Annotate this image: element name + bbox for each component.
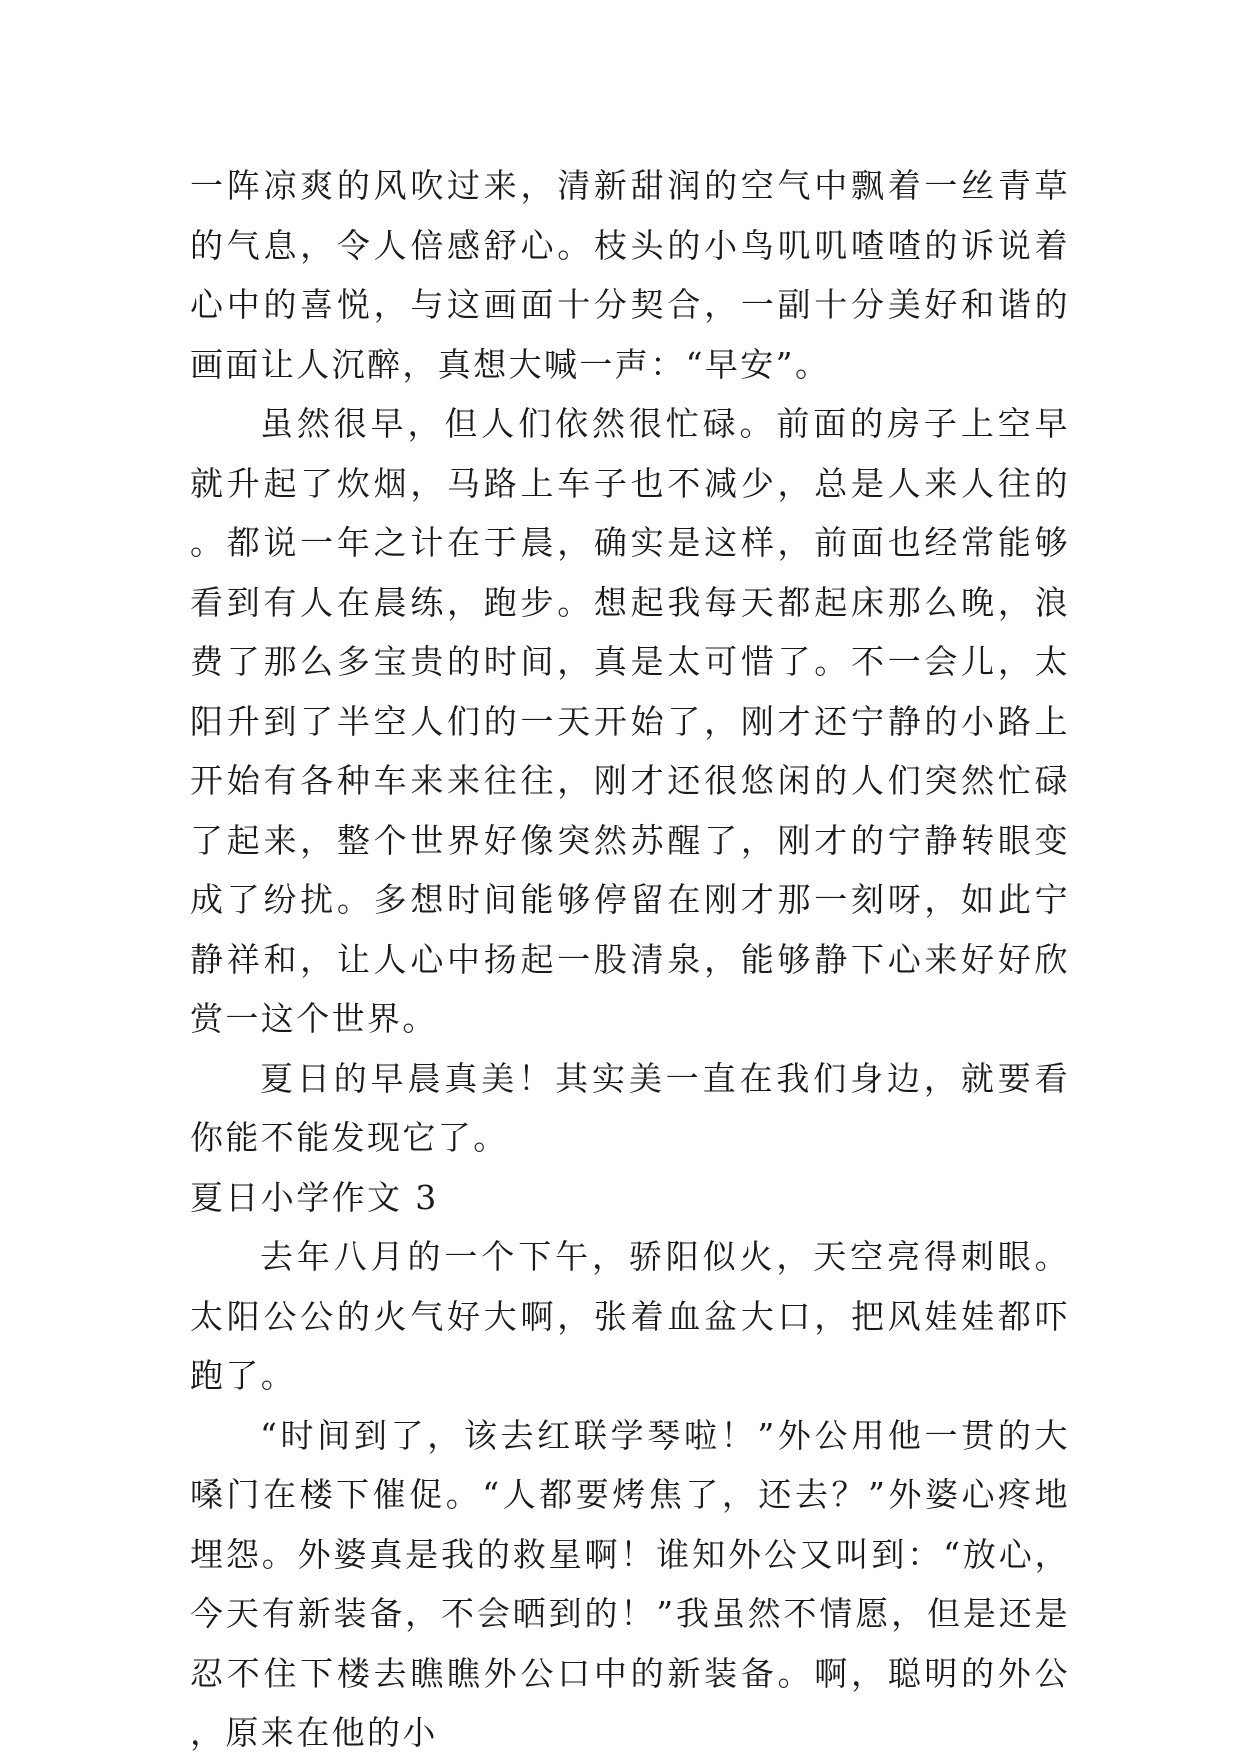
paragraph-1: 一阵凉爽的风吹过来，清新甜润的空气中飘着一丝青草的气息，令人倍感舒心。枝头的小鸟叽叽喳喳的诉说着心中的喜悦，与这画面十分契合，一副十分美好和谐的画面让人沉醉，真想大喊一声：“早安”。 <box>190 166 1070 384</box>
section-heading: 夏日小学作文 3 <box>190 1177 439 1217</box>
paragraph-3: 夏日的早晨真美！其实美一直在我们身边，就要看你能不能发现它了。 <box>190 1058 1070 1157</box>
paragraph-2: 虽然很早，但人们依然很忙碌。前面的房子上空早就升起了炊烟，马路上车子也不减少，总是人来人往的。都说一年之计在于晨，确实是这样，前面也经常能够看到有人在晨练，跑步。想起我每天都起床那么晚，浪费了那么多宝贵的时间，真是太可惜了。不一会儿，太阳升到了半空人们的一天开始了，刚才还宁静的小路上开始有各种车来来往往，刚才还很悠闲的人们突然忙碌了起来，整个世界好像突然苏醒了，刚才的宁静转眼变成了纷扰。多想时间能够停留在刚才那一刻呀，如此宁静祥和，让人心中扬起一股清泉，能够静下心来好好欣赏一这个世界。 <box>190 404 1070 1038</box>
paragraph-4: 去年八月的一个下午，骄阳似火，天空亮得刺眼。太阳公公的火气好大啊，张着血盆大口，把风娃娃都吓跑了。 <box>190 1237 1070 1395</box>
document-body <box>190 156 1070 1763</box>
paragraph-5: “时间到了，该去红联学琴啦！”外公用他一贯的大嗓门在楼下催促。“人都要烤焦了，还去？”外婆心疼地埋怨。外婆真是我的救星啊！谁知外公又叫到：“放心，今天有新装备，不会晒到的！”我虽然不情愿，但是还是忍不住下楼去瞧瞧外公口中的新装备。啊，聪明的外公，原来在他的小 <box>190 1415 1070 1752</box>
